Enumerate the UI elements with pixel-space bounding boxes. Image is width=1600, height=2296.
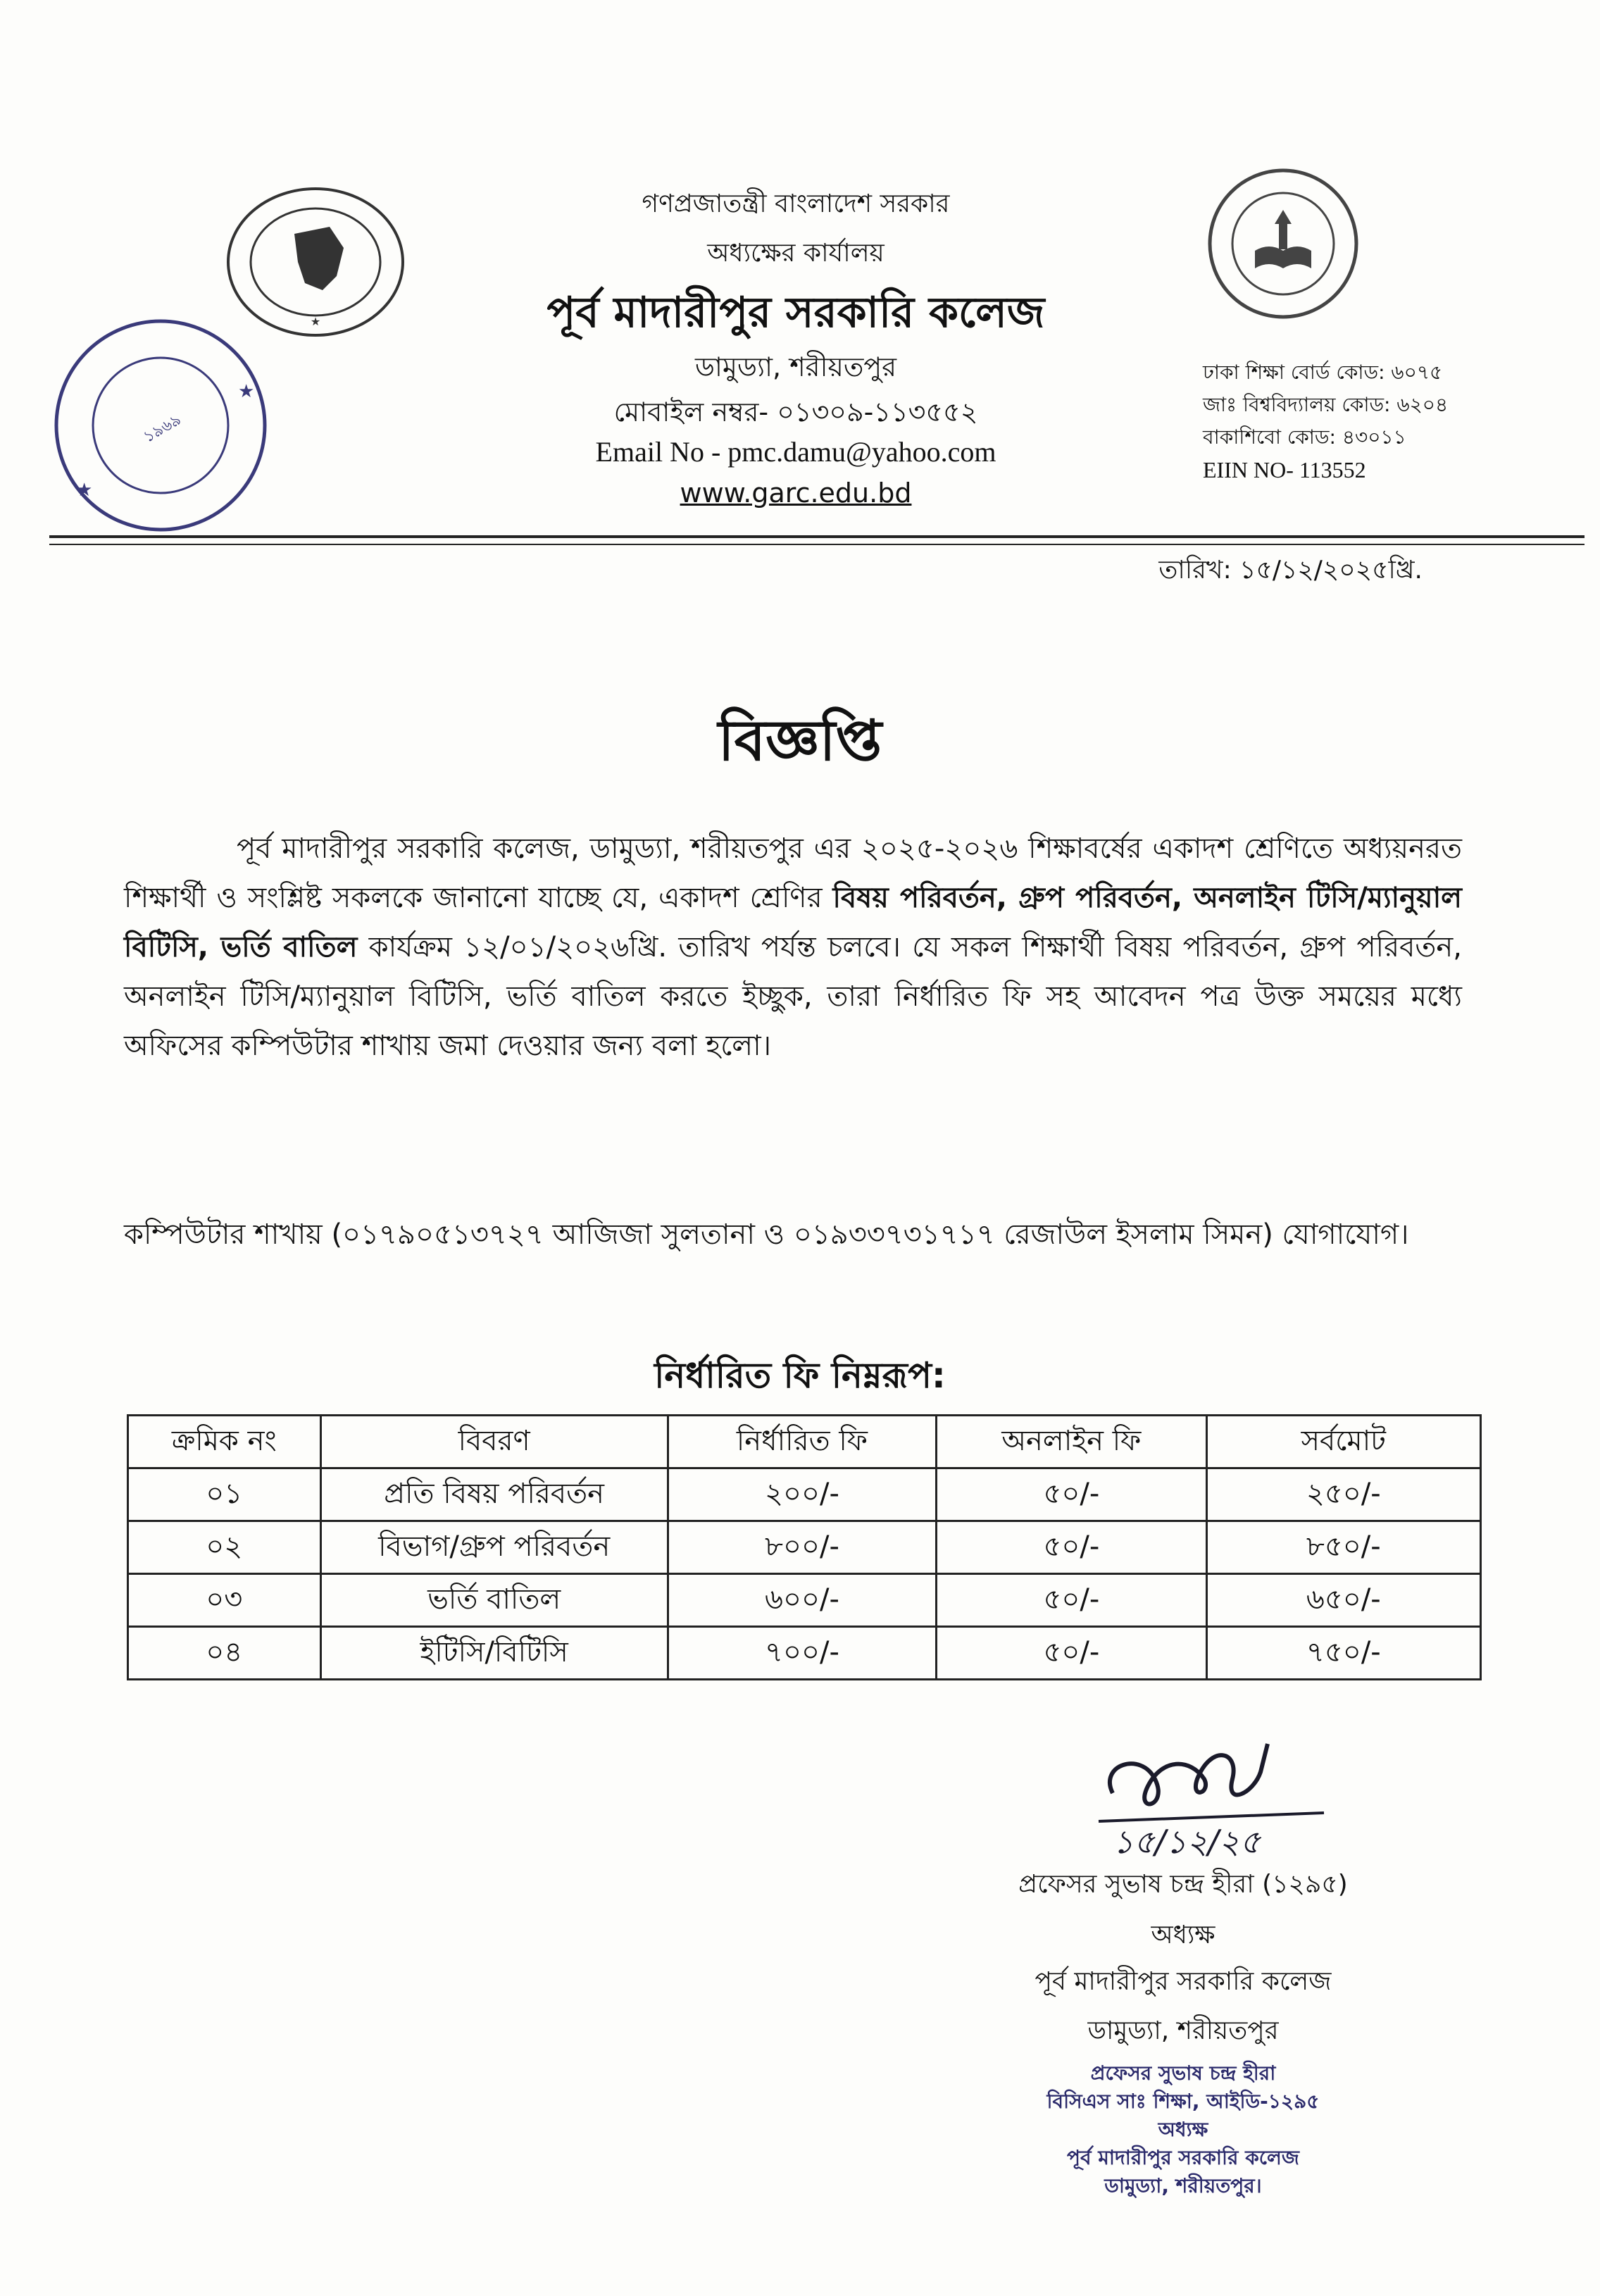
cell-total: ২৫০/- <box>1206 1468 1480 1521</box>
dhaka-board-code: ঢাকা শিক্ষা বোর্ড কোড: ৬০৭৫ <box>1203 361 1443 384</box>
body-part-2: কার্যক্রম ১২/০১/২০২৬খ্রি. তারিখ পর্যন্ত চলবে। যে সকল শিক্ষার্থী বিষয় পরিবর্তন, গ্রুপ পরিবর্তন, অনলাইন টিসি/ম্যানুয়াল বিটিসি, ভর্তি বাতিল করতে ইচ্ছুক, তারা নির্ধারিত ফি সহ আবেদন পত্র উক্ত সময়ের মধ্যে অফিসের কম্পিউটার শাখায় জমা দেওয়ার জন্য বলা হলো। <box>124 931 1462 1062</box>
mobile-number: মোবাইল নম্বর- ০১৩০৯-১১৩৫৫২ <box>613 397 978 428</box>
col-description: বিবরণ <box>320 1416 668 1468</box>
col-total: সর্বমোট <box>1206 1416 1480 1468</box>
notice-title: বিজ্ঞপ্তি <box>718 708 882 773</box>
table-row <box>128 1627 1481 1680</box>
college-name: পূর্ব মাদারীপুর সরকারি কলেজ <box>546 288 1045 337</box>
cell-description: ভর্তি বাতিল <box>320 1574 668 1627</box>
table-row <box>128 1574 1481 1627</box>
table-row <box>128 1521 1481 1574</box>
cell-online-fee: ৫০/- <box>937 1627 1206 1680</box>
principal-signature <box>1070 1730 1366 1857</box>
cell-total: ৭৫০/- <box>1206 1627 1480 1680</box>
stamp-designation: অধ্যক্ষ <box>1158 2118 1208 2141</box>
signatory-designation: অধ্যক্ষ <box>1151 1921 1215 1949</box>
stamp-college: পূর্ব মাদারীপুর সরকারি কলেজ <box>1067 2146 1299 2169</box>
header-divider-thin <box>49 544 1585 545</box>
svg-text:★: ★ <box>310 315 321 328</box>
signatory-address: ডামুড্যা, শরীয়তপুর <box>1087 2016 1279 2045</box>
email: Email No - pmc.damu@yahoo.com <box>595 436 996 468</box>
body-bold-activities: বিষয় পরিবর্তন, গ্রুপ পরিবর্তন, অনলাইন টিসি/ম্যানুয়াল বিটিসি, ভর্তি বাতিল <box>124 882 1462 963</box>
contact-info: কম্পিউটার শাখায় (০১৭৯০৫১৩৭২৭ আজিজা সুলতানা ও ০১৯৩৩৭৩১৭১৭ রেজাউল ইসলাম সিমন) যোগাযোগ। <box>124 1218 1409 1251</box>
cell-online-fee: ৫০/- <box>937 1574 1206 1627</box>
fee-table <box>127 1414 1482 1680</box>
cell-serial: ০৩ <box>128 1574 321 1627</box>
cell-serial: ০১ <box>128 1468 321 1521</box>
svg-text:১৯৬৯: ১৯৬৯ <box>140 411 185 447</box>
cell-online-fee: ৫০/- <box>937 1468 1206 1521</box>
notice-body <box>124 824 1462 1071</box>
banbeis-code: বাকাশিবো কোড: ৪৩০১১ <box>1203 425 1406 449</box>
website-text: www.garc.edu.bd <box>680 478 912 509</box>
signature-date: ১৫/১২/২৫ <box>1113 1823 1261 1857</box>
cell-fixed-fee: ৬০০/- <box>668 1574 936 1627</box>
cell-total: ৬৫০/- <box>1206 1574 1480 1627</box>
office-heading: অধ্যক্ষের কার্যালয় <box>707 239 885 268</box>
svg-text:★: ★ <box>238 381 255 402</box>
col-online-fee: অনলাইন ফি <box>937 1416 1206 1468</box>
fee-table-title: নির্ধারিত ফি নিম্নরূপ: <box>654 1355 946 1396</box>
col-fixed-fee: নির্ধারিত ফি <box>668 1416 936 1468</box>
cell-fixed-fee: ৮০০/- <box>668 1521 936 1574</box>
stamp-id: বিসিএস সাঃ শিক্ষা, আইডি-১২৯৫ <box>1046 2090 1320 2113</box>
signatory-college: পূর্ব মাদারীপুর সরকারি কলেজ <box>1035 1967 1332 1996</box>
cell-fixed-fee: ২০০/- <box>668 1468 936 1521</box>
institution-codes <box>1203 356 1448 486</box>
signatory-name: প্রফেসর সুভাষ চন্দ্র হীরা (১২৯৫) <box>1018 1870 1348 1899</box>
cell-description: প্রতি বিষয় পরিবর্তন <box>320 1468 668 1521</box>
cell-total: ৮৫০/- <box>1206 1521 1480 1574</box>
notice-date: তারিখ: ১৫/১২/২০২৫খ্রি. <box>1158 556 1423 585</box>
government-heading: গণপ্রজাতন্ত্রী বাংলাদেশ সরকার <box>642 189 950 218</box>
svg-text:★: ★ <box>76 480 93 501</box>
table-row <box>128 1468 1481 1521</box>
col-serial: ক্রমিক নং <box>128 1416 321 1468</box>
college-address: ডামুড্যা, শরীয়তপুর <box>694 351 897 382</box>
cell-serial: ০২ <box>128 1521 321 1574</box>
cell-online-fee: ৫০/- <box>937 1521 1206 1574</box>
cell-serial: ০৪ <box>128 1627 321 1680</box>
body-part-1: পূর্ব মাদারীপুর সরকারি কলেজ, ডামুড্যা, শরীয়তপুর এর ২০২৫-২০২৬ শিক্ষাবর্ষের একাদশ শ্রেণিতে অধ্যয়নরত শিক্ষার্থী ও সংশ্লিষ্ট সকলকে জানানো যাচ্ছে যে, একাদশ শ্রেণির <box>124 832 1462 914</box>
principal-stamp <box>958 2059 1408 2200</box>
cell-description: বিভাগ/গ্রুপ পরিবর্তন <box>320 1521 668 1574</box>
cell-description: ইটিসি/বিটিসি <box>320 1627 668 1680</box>
eiin-number: EIIN NO- 113552 <box>1203 457 1366 482</box>
header-divider <box>49 535 1585 538</box>
fee-table-header-row <box>128 1416 1481 1468</box>
stamp-name: প্রফেসর সুভাষ চন্দ্র হীরা <box>1090 2061 1276 2085</box>
national-university-code: জাঃ বিশ্ববিদ্যালয় কোড: ৬২০৪ <box>1203 393 1449 416</box>
stamp-address: ডামুড্যা, শরীয়তপুর। <box>1104 2174 1262 2197</box>
cell-fixed-fee: ৭০০/- <box>668 1627 936 1680</box>
